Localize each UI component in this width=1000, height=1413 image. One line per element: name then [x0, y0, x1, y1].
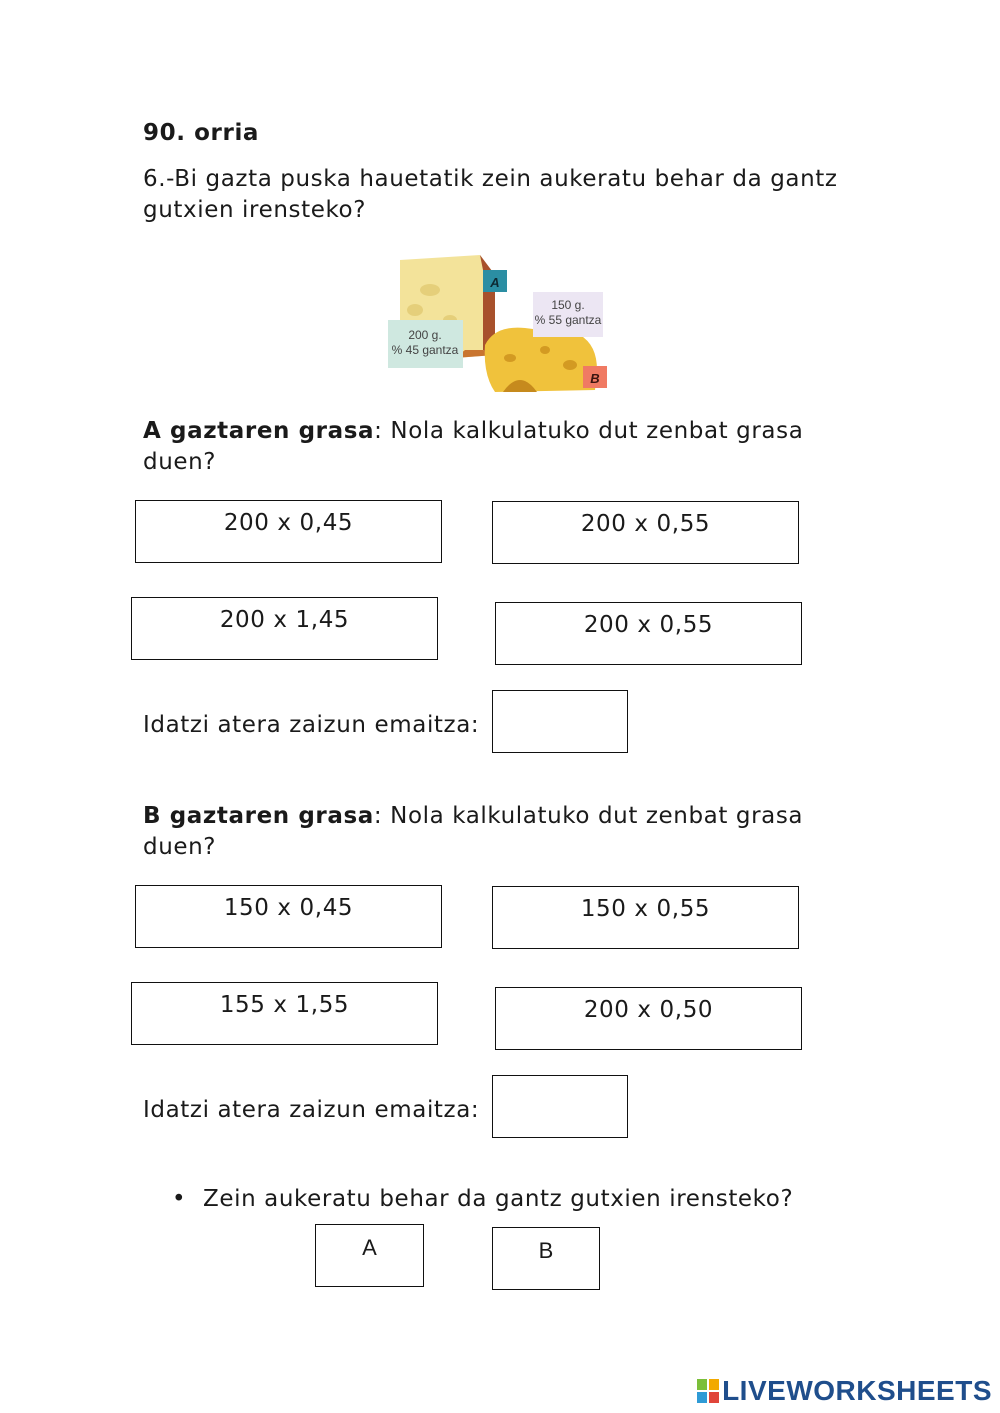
cheese-a-fat: % 45 gantza: [391, 343, 459, 357]
section-a-option-2[interactable]: 200 x 0,55: [492, 501, 799, 564]
section-b-title-rest: : Nola kalkulatuko dut zenbat grasa duen?: [143, 803, 804, 860]
question-text: 6.-Bi gazta puska hauetatik zein aukeratu behar da gantz gutxien irensteko?: [143, 166, 838, 223]
section-b-result-label: Idatzi atera zaizun emaitza:: [143, 1097, 480, 1123]
cheese-b-fat: % 55 gantza: [534, 313, 602, 327]
section-a-title-rest: : Nola kalkulatuko dut zenbat grasa duen?: [143, 418, 804, 475]
section-a-option-3[interactable]: 200 x 1,45: [131, 597, 438, 660]
cheese-a-weight: 200 g.: [408, 328, 442, 342]
section-b-result-input[interactable]: [492, 1075, 628, 1138]
section-a-result-input[interactable]: [492, 690, 628, 753]
cheese-b-weight: 150 g.: [551, 298, 585, 312]
choice-a-button[interactable]: A: [315, 1224, 424, 1287]
final-question-text: Zein aukeratu behar da gantz gutxien irensteko?: [203, 1186, 794, 1212]
section-a-title: [143, 416, 823, 478]
page-heading: 90. orria: [143, 120, 260, 146]
cheese-b-tag: B: [590, 371, 600, 386]
cheese-b-image: [485, 328, 600, 392]
liveworksheets-logo: [697, 1375, 992, 1407]
section-a-option-1[interactable]: 200 x 0,45: [135, 500, 442, 563]
choice-b-button[interactable]: B: [492, 1227, 600, 1290]
section-b-title: [143, 801, 823, 863]
section-b-option-4[interactable]: 200 x 0,50: [495, 987, 802, 1050]
cheese-a-tag: A: [490, 275, 500, 290]
section-a-option-4[interactable]: 200 x 0,55: [495, 602, 802, 665]
liveworksheets-logo-icon: [697, 1379, 719, 1403]
section-a-result-label: Idatzi atera zaizun emaitza:: [143, 712, 480, 738]
section-b-title-bold: B gaztaren grasa: [143, 803, 374, 829]
bullet-point: •: [172, 1186, 187, 1212]
cheese-illustration: [385, 250, 620, 400]
section-b-option-2[interactable]: 150 x 0,55: [492, 886, 799, 949]
section-a-title-bold: A gaztaren grasa: [143, 418, 375, 444]
liveworksheets-logo-text: LIVEWORKSHEETS: [722, 1375, 992, 1406]
section-b-option-3[interactable]: 155 x 1,55: [131, 982, 438, 1045]
section-b-option-1[interactable]: 150 x 0,45: [135, 885, 442, 948]
